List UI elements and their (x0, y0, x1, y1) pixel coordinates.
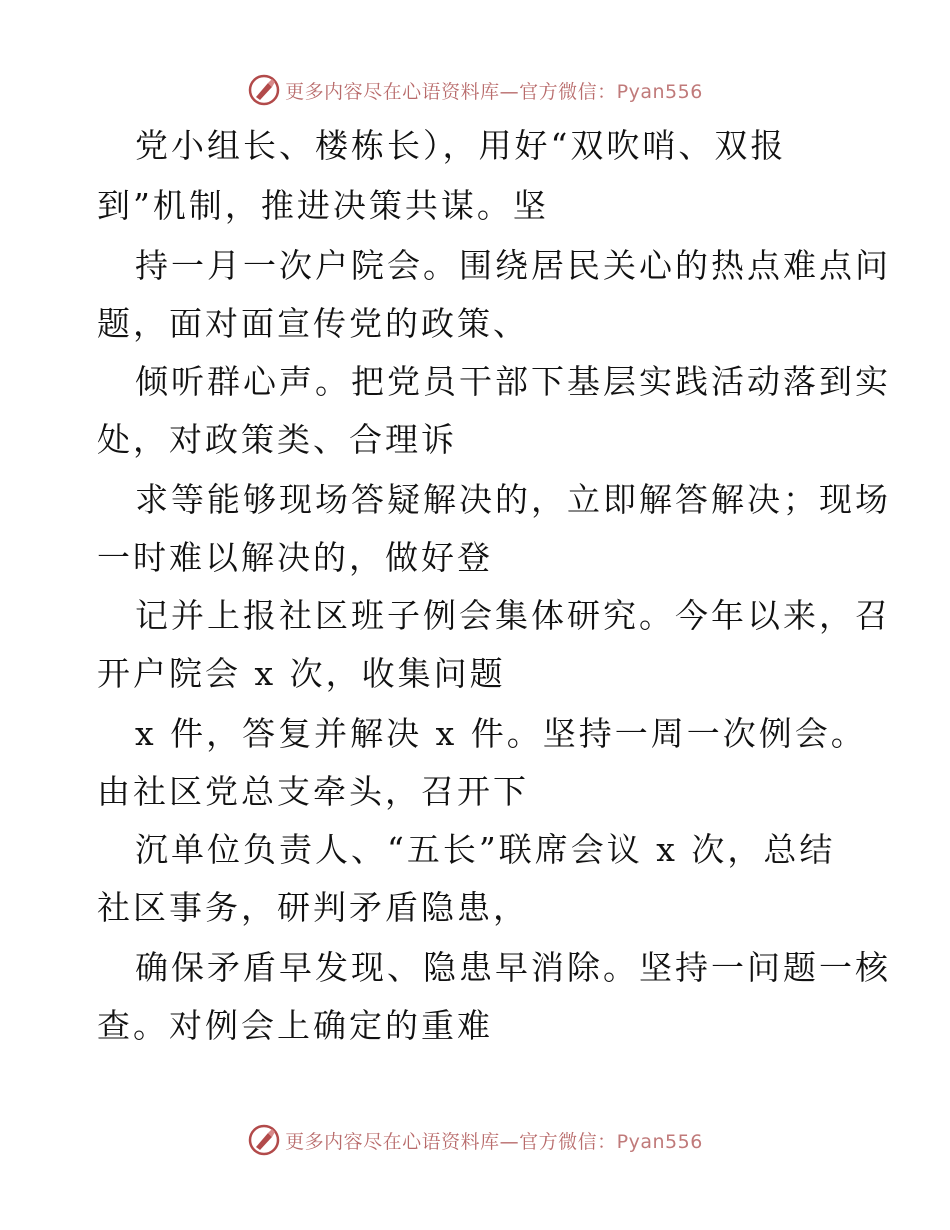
footer-watermark (0, 1120, 950, 1160)
text-line: 由社区党总支牵头，召开下 (97, 772, 529, 811)
text-line: 沉单位负责人、“五长”联席会议 x 次，总结 (135, 830, 836, 869)
header-watermark (0, 70, 950, 110)
text-line: 倾听群心声。把党员干部下基层实践活动落到实 (135, 362, 891, 401)
text-line: 查。对例会上确定的重难 (97, 1006, 493, 1045)
pen-nib-logo-icon (247, 73, 281, 107)
text-line: 到”机制，推进决策共谋。坚 (97, 186, 549, 225)
text-line: 求等能够现场答疑解决的，立即解答解决；现场 (135, 480, 891, 519)
watermark-text: 更多内容尽在心语资料库—官方微信：Pyan556 (285, 80, 703, 103)
text-line: 一时难以解决的，做好登 (97, 538, 493, 577)
watermark-text: 更多内容尽在心语资料库—官方微信：Pyan556 (285, 1130, 703, 1153)
text-line: x 件，答复并解决 x 件。坚持一周一次例会。 (135, 714, 867, 753)
text-line: 处，对政策类、合理诉 (97, 420, 457, 459)
text-line: 持一月一次户院会。围绕居民关心的热点难点问 (135, 246, 891, 285)
text-line: 开户院会 x 次，收集问题 (97, 654, 506, 693)
text-line: 确保矛盾早发现、隐患早消除。坚持一问题一核 (135, 948, 891, 987)
text-line: 党小组长、楼栋长），用好“双吹哨、双报 (135, 126, 787, 165)
text-line: 社区事务，研判矛盾隐患， (97, 888, 529, 927)
text-line: 题，面对面宣传党的政策、 (97, 304, 529, 343)
text-line: 记并上报社区班子例会集体研究。今年以来，召 (135, 596, 891, 635)
pen-nib-logo-icon (247, 1123, 281, 1157)
